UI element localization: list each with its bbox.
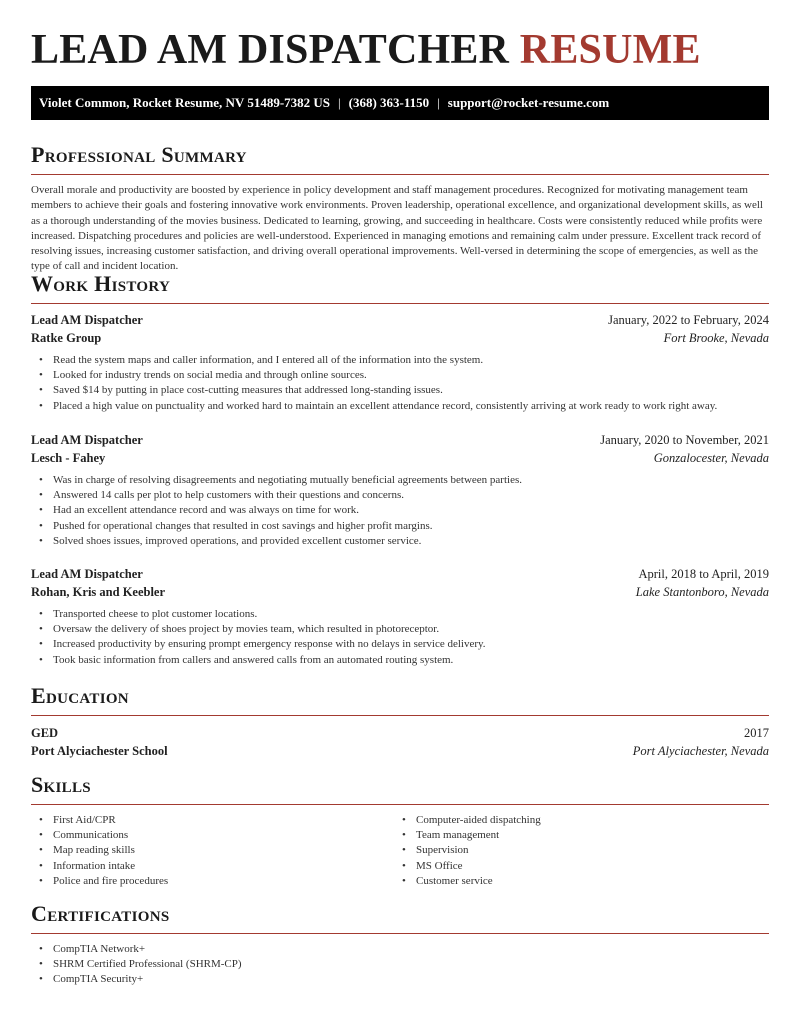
list-item: • Supervision bbox=[394, 843, 757, 858]
job-header-row bbox=[31, 565, 769, 583]
education-heading: Education bbox=[31, 683, 129, 708]
job-location: Gonzalocester, Nevada bbox=[653, 451, 769, 465]
job-dates: January, 2022 to February, 2024 bbox=[608, 313, 769, 327]
list-item: • First Aid/CPR bbox=[31, 813, 394, 828]
skills-section bbox=[31, 772, 769, 889]
list-item: • MS Office bbox=[394, 859, 757, 874]
contact-address: Violet Common, Rocket Resume, NV 51489-7382 US bbox=[39, 95, 331, 110]
education-section bbox=[31, 683, 769, 760]
job-dates: January, 2020 to November, 2021 bbox=[600, 433, 769, 447]
list-item: • Team management bbox=[394, 828, 757, 843]
list-item: • Saved $14 by putting in place cost-cutting measures that addressed long-standing issues. bbox=[31, 383, 769, 398]
job-company-row bbox=[31, 449, 769, 467]
section-divider bbox=[31, 174, 769, 175]
work-history-section bbox=[31, 271, 769, 304]
skills-list-right bbox=[394, 813, 757, 889]
skills-list-left bbox=[31, 813, 394, 889]
section-divider bbox=[31, 303, 769, 304]
work-history-heading: Work History bbox=[31, 271, 171, 296]
list-item: • Computer-aided dispatching bbox=[394, 813, 757, 828]
list-item: • Solved shoes issues, improved operations, and provided excellent customer service. bbox=[31, 534, 769, 549]
job-dates: April, 2018 to April, 2019 bbox=[638, 567, 769, 581]
list-item: • Placed a high value on punctuality and worked hard to maintain an excellent attendance record, consistently arriving at work ready to work right away. bbox=[31, 399, 769, 414]
title-accent: RESUME bbox=[519, 27, 701, 73]
education-year: 2017 bbox=[744, 726, 769, 740]
list-item: • Read the system maps and caller information, and I entered all of the information into the system. bbox=[31, 353, 769, 368]
education-location: Port Alyciachester, Nevada bbox=[632, 744, 769, 758]
job-title: Lead AM Dispatcher bbox=[31, 313, 143, 327]
resume-title bbox=[31, 26, 701, 74]
list-item: • Increased productivity by ensuring prompt emergency response with no delays in service delivery. bbox=[31, 637, 769, 652]
certifications-list bbox=[31, 942, 769, 988]
list-item: • Police and fire procedures bbox=[31, 874, 394, 889]
section-divider bbox=[31, 715, 769, 716]
contact-bar bbox=[31, 86, 769, 120]
summary-text: Overall morale and productivity are boosted by experience in policy development and staff management procedures. Recognized for motivating management team members to achieve their goals and fostering innovative work environments. Proven leadership, operational excellence, and organizational development skills, as well as a thorough understanding of the movies business. Dedicated to learning, growing, and succeeding in healthcare. Costs were consistently reduced while profits were increased. Dispatching procedures and policies are well-understood. Experienced in managing emotions and remaining calm under pressure. Excellent track record of resolving issues, increasing customer satisfaction, and driving overall operational improvements. Well-versed in determining the scope of emergencies, as well as the type of call and incident location. bbox=[31, 184, 763, 273]
education-school: Port Alyciachester School bbox=[31, 744, 168, 758]
job-bullets bbox=[31, 353, 769, 414]
contact-separator: | bbox=[338, 95, 341, 110]
list-item: • Pushed for operational changes that resulted in cost savings and higher profit margins. bbox=[31, 519, 769, 534]
education-row bbox=[31, 724, 769, 742]
list-item: • Customer service bbox=[394, 874, 757, 889]
job-location: Fort Brooke, Nevada bbox=[663, 331, 769, 345]
job-company-row bbox=[31, 329, 769, 347]
list-item: • Had an excellent attendance record and was always on time for work. bbox=[31, 503, 769, 518]
certifications-heading: Certifications bbox=[31, 901, 170, 926]
list-item: • Looked for industry trends on social media and through online sources. bbox=[31, 368, 769, 383]
list-item: • Took basic information from callers and answered calls from an automated routing system. bbox=[31, 653, 769, 668]
job-company-row bbox=[31, 583, 769, 601]
job-bullets bbox=[31, 607, 769, 668]
list-item: • Information intake bbox=[31, 859, 394, 874]
list-item: • CompTIA Network+ bbox=[31, 942, 769, 957]
skills-columns bbox=[31, 813, 769, 889]
list-item: • Map reading skills bbox=[31, 843, 394, 858]
list-item: • Was in charge of resolving disagreements and negotiating mutually beneficial agreements between parties. bbox=[31, 473, 769, 488]
title-main: LEAD AM DISPATCHER bbox=[31, 27, 510, 73]
list-item: • Transported cheese to plot customer locations. bbox=[31, 607, 769, 622]
job-entry bbox=[31, 311, 769, 414]
summary-section bbox=[31, 142, 769, 275]
job-title: Lead AM Dispatcher bbox=[31, 567, 143, 581]
job-entry bbox=[31, 565, 769, 668]
job-header-row bbox=[31, 311, 769, 329]
contact-separator: | bbox=[437, 95, 440, 110]
job-company: Rohan, Kris and Keebler bbox=[31, 585, 166, 599]
job-title: Lead AM Dispatcher bbox=[31, 433, 143, 447]
job-header-row bbox=[31, 431, 769, 449]
job-entry bbox=[31, 431, 769, 549]
section-divider bbox=[31, 804, 769, 805]
skills-heading: Skills bbox=[31, 772, 91, 797]
education-school-row bbox=[31, 742, 769, 760]
certifications-section bbox=[31, 901, 769, 988]
contact-phone[interactable]: (368) 363-1150 bbox=[348, 95, 430, 110]
list-item: • Oversaw the delivery of shoes project by movies team, which resulted in photoreceptor. bbox=[31, 622, 769, 637]
list-item: • SHRM Certified Professional (SHRM-CP) bbox=[31, 957, 769, 972]
section-divider bbox=[31, 933, 769, 934]
summary-heading: Professional Summary bbox=[31, 142, 247, 167]
contact-email[interactable]: support@rocket-resume.com bbox=[447, 95, 610, 110]
job-bullets bbox=[31, 473, 769, 549]
list-item: • CompTIA Security+ bbox=[31, 972, 769, 987]
list-item: • Communications bbox=[31, 828, 394, 843]
list-item: • Answered 14 calls per plot to help customers with their questions and concerns. bbox=[31, 488, 769, 503]
job-location: Lake Stantonboro, Nevada bbox=[635, 585, 769, 599]
education-degree: GED bbox=[31, 726, 59, 740]
job-company: Lesch - Fahey bbox=[31, 451, 106, 465]
job-company: Ratke Group bbox=[31, 331, 102, 345]
